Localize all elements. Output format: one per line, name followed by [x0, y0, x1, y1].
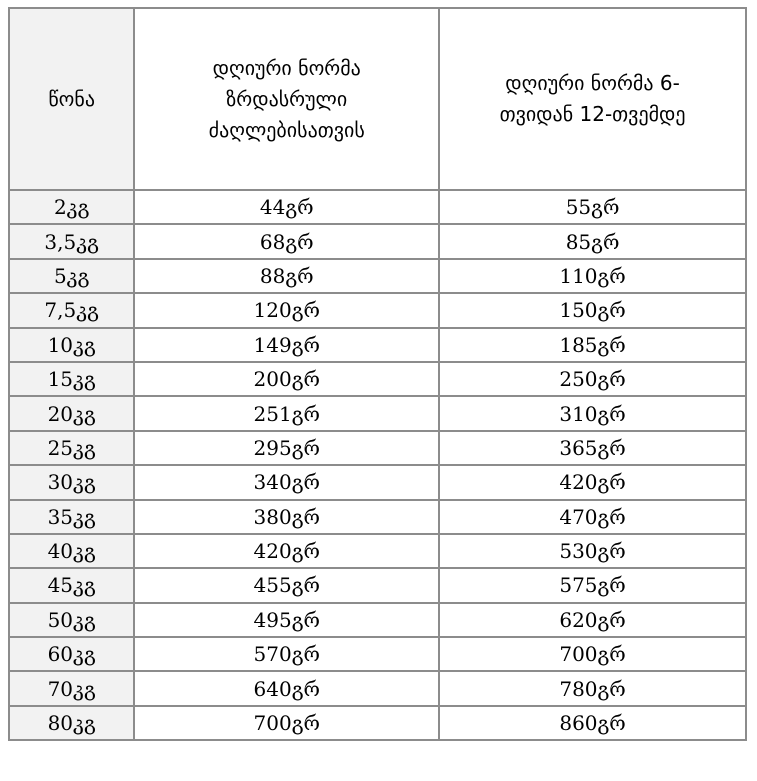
adult-norm-cell: 380გრ	[134, 500, 439, 534]
header-puppy-line-2: თვიდან 12-თვემდე	[499, 102, 686, 126]
table-row	[9, 396, 746, 430]
table-row	[9, 224, 746, 258]
puppy-norm-cell: 470გრ	[439, 500, 746, 534]
weight-cell: 3,5კგ	[9, 224, 134, 258]
header-puppy-daily-norm	[439, 8, 746, 190]
header-row	[9, 8, 746, 190]
adult-norm-cell: 495გრ	[134, 603, 439, 637]
table-row	[9, 534, 746, 568]
weight-cell: 15კგ	[9, 362, 134, 396]
header-adult-line-2: ზრდასრული	[226, 86, 348, 111]
weight-cell: 60კგ	[9, 637, 134, 671]
weight-cell: 50კგ	[9, 603, 134, 637]
puppy-norm-cell: 620გრ	[439, 603, 746, 637]
puppy-norm-cell: 185გრ	[439, 328, 746, 362]
weight-cell: 30კგ	[9, 465, 134, 499]
feeding-table	[8, 7, 747, 741]
header-puppy-line-1: დღიური ნორმა 6-	[505, 71, 680, 95]
puppy-norm-cell: 575გრ	[439, 568, 746, 602]
puppy-norm-cell: 420გრ	[439, 465, 746, 499]
puppy-norm-cell: 110გრ	[439, 259, 746, 293]
header-adult-line-1: დღიური ნორმა	[212, 55, 361, 80]
puppy-norm-cell: 150გრ	[439, 293, 746, 327]
puppy-norm-cell: 85გრ	[439, 224, 746, 258]
puppy-norm-cell: 365გრ	[439, 431, 746, 465]
weight-cell: 20კგ	[9, 396, 134, 430]
table-row	[9, 465, 746, 499]
table-row	[9, 328, 746, 362]
adult-norm-cell: 88გრ	[134, 259, 439, 293]
adult-norm-cell: 455გრ	[134, 568, 439, 602]
adult-norm-cell: 251გრ	[134, 396, 439, 430]
weight-cell: 45კგ	[9, 568, 134, 602]
adult-norm-cell: 44გრ	[134, 190, 439, 224]
header-adult-daily-norm	[134, 8, 439, 190]
adult-norm-cell: 120გრ	[134, 293, 439, 327]
weight-cell: 25კგ	[9, 431, 134, 465]
table-row	[9, 603, 746, 637]
weight-cell: 80კგ	[9, 706, 134, 740]
header-adult-line-3: ძაღლებისათვის	[208, 117, 365, 142]
weight-cell: 2კგ	[9, 190, 134, 224]
weight-cell: 10კგ	[9, 328, 134, 362]
table-row	[9, 431, 746, 465]
table-row	[9, 671, 746, 705]
adult-norm-cell: 200გრ	[134, 362, 439, 396]
table-row	[9, 637, 746, 671]
puppy-norm-cell: 700გრ	[439, 637, 746, 671]
adult-norm-cell: 640გრ	[134, 671, 439, 705]
puppy-norm-cell: 55გრ	[439, 190, 746, 224]
puppy-norm-cell: 530გრ	[439, 534, 746, 568]
weight-cell: 7,5კგ	[9, 293, 134, 327]
adult-norm-cell: 149გრ	[134, 328, 439, 362]
table-row	[9, 568, 746, 602]
puppy-norm-cell: 250გრ	[439, 362, 746, 396]
header-weight: წონა	[9, 8, 134, 190]
weight-cell: 40კგ	[9, 534, 134, 568]
adult-norm-cell: 68გრ	[134, 224, 439, 258]
table-row	[9, 500, 746, 534]
adult-norm-cell: 420გრ	[134, 534, 439, 568]
puppy-norm-cell: 780გრ	[439, 671, 746, 705]
table-row	[9, 293, 746, 327]
adult-norm-cell: 700გრ	[134, 706, 439, 740]
adult-norm-cell: 295გრ	[134, 431, 439, 465]
adult-norm-cell: 340გრ	[134, 465, 439, 499]
weight-cell: 70კგ	[9, 671, 134, 705]
adult-norm-cell: 570გრ	[134, 637, 439, 671]
table-row	[9, 190, 746, 224]
table-row	[9, 362, 746, 396]
puppy-norm-cell: 860გრ	[439, 706, 746, 740]
table-row	[9, 259, 746, 293]
puppy-norm-cell: 310გრ	[439, 396, 746, 430]
table-row	[9, 706, 746, 740]
weight-cell: 5კგ	[9, 259, 134, 293]
weight-cell: 35კგ	[9, 500, 134, 534]
